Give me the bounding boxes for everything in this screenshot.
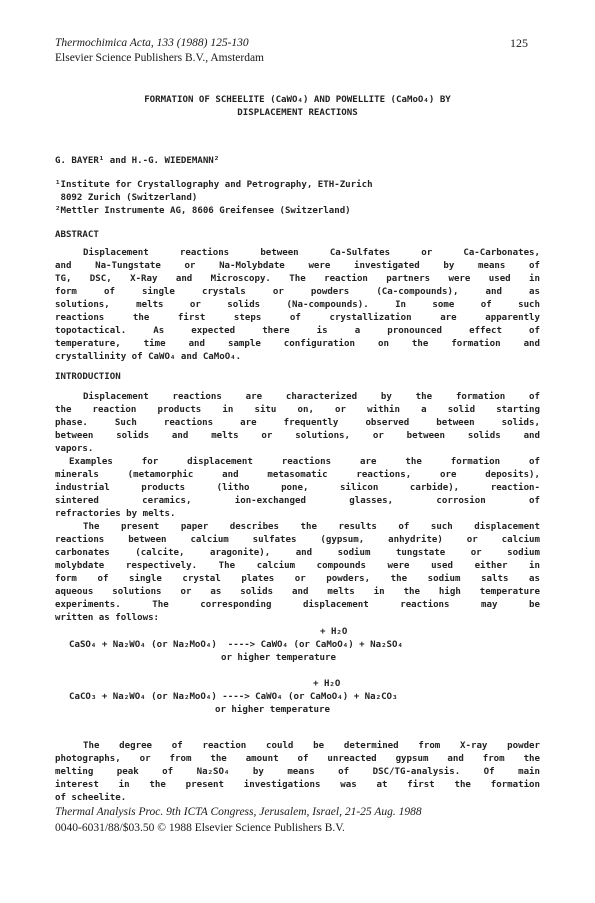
reaction-1-note: or higher temperature (221, 653, 336, 663)
text-line: sintered ceramics, ion-exchanged glasses, corrosion of (55, 496, 540, 506)
text-line: carbonates (calcite, aragonite), and sodium tungstate or sodium (55, 548, 540, 558)
paper-title (55, 94, 540, 120)
affiliations (55, 179, 373, 218)
abstract-paragraph (55, 247, 540, 364)
text-line: photographs, or from the amount of unreacted gypsum and from the (55, 754, 540, 764)
text-line: solutions, melts or solids (Na-compounds). In some of such (55, 300, 540, 310)
title-line-1: FORMATION OF SCHEELITE (CaWO₄) AND POWELLITE (CaMoO₄) BY (144, 95, 451, 105)
text-line: TG, DSC, X-Ray and Microscopy. The reaction partners were used in (55, 274, 540, 284)
page-number: 125 (510, 36, 528, 50)
text-line: molybdate respectively. The calcium compounds were used either in (55, 561, 540, 571)
affiliation-1-line-1: ¹Institute for Crystallography and Petrography, ETH-Zurich (55, 180, 373, 190)
text-line: Displacement reactions are characterized by the formation of (83, 392, 540, 402)
reaction-1-condition: + H₂O (320, 627, 348, 637)
publisher-line: Elsevier Science Publishers B.V., Amsterdam (55, 52, 264, 64)
text-line: experiments. The corresponding displacement reactions may be (55, 600, 540, 610)
text-line: refractories by melts. (55, 509, 176, 519)
text-line: industrial products (litho pone, silicon carbide), reaction- (55, 483, 540, 493)
reaction-1-equation: CaSO₄ + Na₂WO₄ (or Na₂MoO₄) ----> CaWO₄ (or CaMoO₄) + Na₂SO₄ (69, 640, 403, 650)
introduction-paragraph-2 (55, 521, 540, 625)
introduction-heading: INTRODUCTION (55, 372, 121, 382)
reaction-equation-2 (55, 678, 540, 717)
affiliation-1-line-2: 8092 Zurich (Switzerland) (55, 193, 198, 203)
text-line: of scheelite. (55, 793, 127, 803)
abstract-heading: ABSTRACT (55, 230, 99, 240)
text-line: form of single crystal plates or powders, the sodium salts as (55, 574, 540, 584)
journal-citation: Thermochimica Acta, 133 (1988) 125-130 (55, 37, 249, 49)
text-line: written as follows: (55, 613, 160, 623)
text-line: melting peak of Na₂SO₄ by means of DSC/TG-analysis. Of main (55, 767, 540, 777)
text-line: Examples for displacement reactions are the formation of (69, 457, 540, 467)
reaction-2-equation: CaCO₃ + Na₂WO₄ (or Na₂MoO₄) ----> CaWO₄ (or CaMoO₄) + Na₂CO₃ (69, 692, 398, 702)
text-line: topotactical. As expected there is a pronounced effect of (55, 326, 540, 336)
text-line: aqueous solutions or as solids and melts in the high temperature (55, 587, 540, 597)
text-line: Displacement reactions between Ca-Sulfates or Ca-Carbonates, (83, 248, 540, 258)
text-line: and Na-Tungstate or Na-Molybdate were investigated by means of (55, 261, 540, 271)
text-line: The present paper describes the results of such displacement (83, 522, 540, 532)
author-list: G. BAYER¹ and H.-G. WIEDEMANN² (55, 156, 220, 166)
text-line: form of single crystals or powders (Ca-compounds), and as (55, 287, 540, 297)
text-line: between solids and melts or solutions, or between solids and (55, 431, 540, 441)
reaction-2-condition: + H₂O (313, 679, 341, 689)
text-line: The degree of reaction could be determined from X-ray powder (83, 741, 540, 751)
text-line: reactions between calcium sulfates (gypsum, anhydrite) or calcium (55, 535, 540, 545)
text-line: reactions the first steps of crystallization are apparently (55, 313, 540, 323)
reaction-2-note: or higher temperature (215, 705, 330, 715)
introduction-paragraph-1 (55, 391, 540, 521)
conference-footer: Thermal Analysis Proc. 9th ICTA Congress, Jerusalem, Israel, 21-25 Aug. 1988 (55, 806, 422, 818)
text-line: crystallinity of CaWO₄ and CaMoO₄. (55, 352, 242, 362)
introduction-paragraph-3 (55, 740, 540, 805)
title-line-2: DISPLACEMENT REACTIONS (237, 108, 358, 118)
text-line: phase. Such reactions are frequently observed between solids, (55, 418, 540, 428)
text-line: interest in the present investigations was at first the formation (55, 780, 540, 790)
affiliation-2: ²Mettler Instrumente AG, 8606 Greifensee (Switzerland) (55, 206, 351, 216)
text-line: minerals (metamorphic and metasomatic reactions, ore deposits), (55, 470, 540, 480)
reaction-equation-1 (55, 626, 540, 665)
copyright-footer: 0040-6031/88/$03.50 © 1988 Elsevier Science Publishers B.V. (55, 822, 345, 834)
text-line: the reaction products in situ on, or within a solid starting (55, 405, 540, 415)
text-line: temperature, time and sample configuration on the formation and (55, 339, 540, 349)
text-line: vapors. (55, 444, 94, 454)
